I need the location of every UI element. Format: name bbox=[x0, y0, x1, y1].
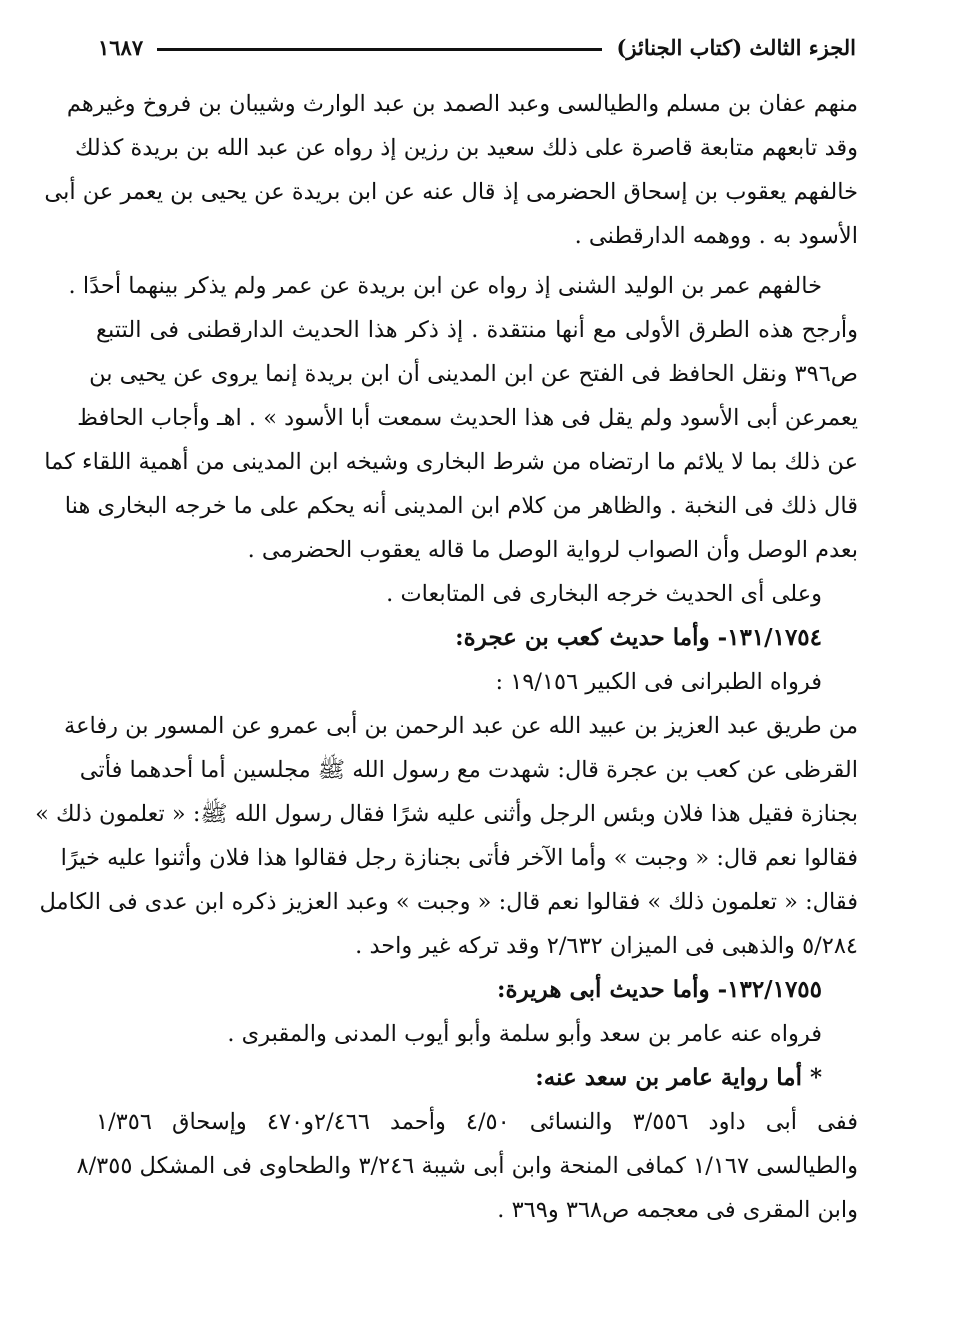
text-line: القرظى عن كعب بن عجرة قال: شهدت مع رسول الله ﷺ مجلسين أما أحدهما فأتى bbox=[79, 757, 858, 783]
text-line: وعلى أى الحديث خرجه البخارى فى المتابعات . bbox=[386, 581, 822, 607]
subsection-heading: * أما رواية عامر بن سعد عنه: bbox=[535, 1064, 822, 1091]
text-line: الأسود به . ووهمه الدارقطنى . bbox=[574, 223, 858, 249]
text-line: يعمرعن أبى الأسود ولم يقل فى هذا الحديث سمعت أبا الأسود » . اهـ وأجاب الحافظ bbox=[77, 405, 858, 431]
section-heading: ١٣٢/١٧٥٥- وأما حديث أبى هريرة: bbox=[497, 976, 822, 1003]
body-text bbox=[35, 82, 858, 1232]
text-line: ص٣٩٦ ونقل الحافظ فى الفتح عن ابن المدينى أن ابن بريدة إنما يروى عن يحيى بن bbox=[89, 361, 858, 387]
text-line: فقال: « تعلمون ذلك » فقالوا نعم قال: « وجبت » وعبد العزيز ذكره ابن عدى فى الكامل bbox=[39, 889, 858, 915]
text-line: خالفهم يعقوب بن إسحاق الحضرمى إذ قال عنه عن ابن بريدة عن يحيى بن يعمر عن أبى bbox=[44, 179, 858, 205]
header-rule bbox=[157, 48, 602, 51]
text-line: فقالوا نعم قال: « وجبت » وأما الآخر فأتى بجنازة رجل فقالوا هذا فلان وأثنوا عليه خيرًا bbox=[60, 845, 858, 871]
text-line: بجنازة فقيل هذا فلان وبئس الرجل وأثنى عليه شرًا فقال رسول الله ﷺ: « تعلمون ذلك » bbox=[35, 801, 858, 827]
text-line: فرواه الطبرانى فى الكبير ١٩/١٥٦ : bbox=[495, 669, 822, 695]
text-line: وابن المقرى فى معجمه ص٣٦٨ و٣٦٩ . bbox=[497, 1197, 858, 1223]
text-line: ففى أبى داود ٣/٥٥٦ والنسائى ٤/٥٠ وأحمد ٢/٤٦٦و٤٧٠ وإسحاق ١/٣٥٦ bbox=[96, 1109, 858, 1135]
page-number: ١٦٨٧ bbox=[98, 34, 144, 60]
text-line: ٥/٢٨٤ والذهبى فى الميزان ٢/٦٣٢ وقد تركه غير واحد . bbox=[355, 933, 858, 959]
text-line: بعدم الوصل وأن الصواب لرواية الوصل ما قاله يعقوب الحضرمى . bbox=[247, 537, 858, 563]
text-line: منهم عفان بن مسلم والطيالسى وعبد الصمد بن عبد الوارث وشيبان بن فروخ وغيرهم bbox=[66, 91, 858, 117]
section-heading: ١٣١/١٧٥٤- وأما حديث كعب بن عجرة: bbox=[455, 624, 822, 651]
header-title: الجزء الثالث (كتاب الجنائز) bbox=[616, 34, 856, 60]
running-header bbox=[98, 30, 856, 64]
text-line: وأرجح هذه الطرق الأولى مع أنها منتقدة . إذ ذكر هذا الحديث الدارقطنى فى التتبع bbox=[96, 317, 858, 343]
text-line: فرواه عنه عامر بن سعد وأبو سلمة وأبو أيوب المدنى والمقبرى . bbox=[227, 1021, 822, 1047]
text-line: عن ذلك بما لا يلائم ما ارتضاه من شرط البخارى وشيخه ابن المدينى من أهمية اللقاء كما bbox=[44, 449, 858, 475]
text-line: والطيالسى ١/١٦٧ كمافى المنحة وابن أبى شيبة ٣/٢٤٦ والطحاوى فى المشكل ٨/٣٥٥ bbox=[76, 1153, 858, 1179]
text-line: خالفهم عمر بن الوليد الشنى إذ رواه عن ابن بريدة عن عمر ولم يذكر بينهما أحدًا . bbox=[68, 273, 822, 299]
text-line: قال ذلك فى النخبة . والظاهر من كلام ابن المدينى أنه يحكم على ما خرجه البخارى هنا bbox=[64, 493, 858, 519]
text-line: من طريق عبد العزيز بن عبيد الله عن عبد الرحمن بن أبى عمرو عن المسور بن رفاعة bbox=[64, 713, 858, 739]
text-line: وقد تابعهم متابعة قاصرة على ذلك سعيد بن رزين إذ رواه عن عبد الله بن بريدة كذلك bbox=[74, 135, 858, 161]
